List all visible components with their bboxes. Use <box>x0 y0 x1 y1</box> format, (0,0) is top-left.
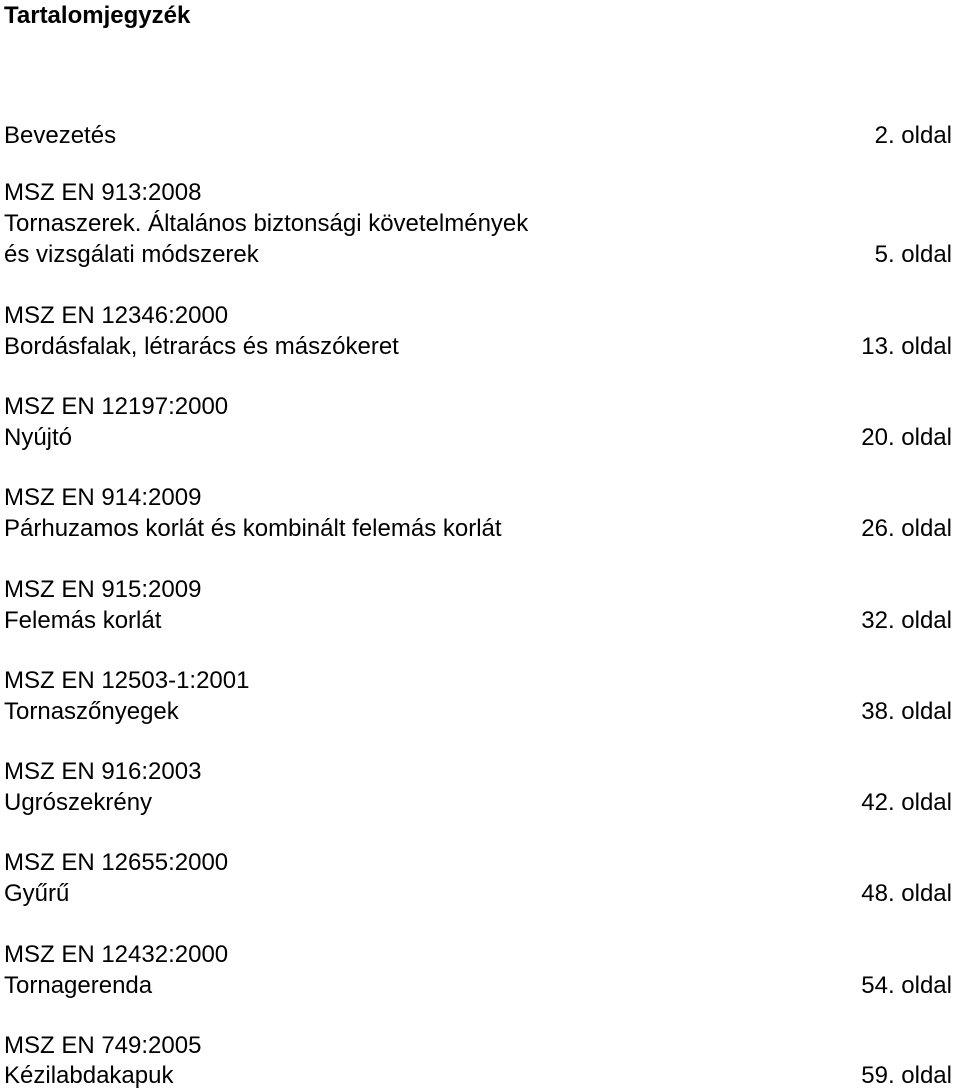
toc-entry-line: Gyűrű <box>4 880 70 907</box>
toc-entry-line: Nyújtó <box>4 424 73 451</box>
toc-entry-line: és vizsgálati módszerek <box>4 241 259 268</box>
toc-entry-line: Kézilabdakapuk <box>4 1062 174 1089</box>
toc-entry-line: Tornagerenda <box>4 972 153 999</box>
toc-entry-line: MSZ EN 12346:2000 <box>4 302 229 329</box>
toc-entry-line: MSZ EN 12503-1:2001 <box>4 667 250 694</box>
toc-entry-line: MSZ EN 914:2009 <box>4 484 202 511</box>
toc-page-number: 26. oldal <box>861 515 952 542</box>
toc-entry-line: MSZ EN 749:2005 <box>4 1032 202 1059</box>
toc-entry-line: Bevezetés <box>4 122 117 149</box>
toc-entry-line: Tornaszőnyegek <box>4 698 179 725</box>
toc-entry-line: MSZ EN 916:2003 <box>4 758 202 785</box>
toc-title: Tartalomjegyzék <box>4 2 191 29</box>
toc-entry-line: MSZ EN 915:2009 <box>4 576 202 603</box>
toc-entry-line: MSZ EN 913:2008 <box>4 179 202 206</box>
toc-page-number: 32. oldal <box>861 607 952 634</box>
toc-page-number: 54. oldal <box>861 972 952 999</box>
toc-page-number: 5. oldal <box>874 241 952 268</box>
toc-entry-line: MSZ EN 12432:2000 <box>4 941 229 968</box>
toc-page-number: 20. oldal <box>861 424 952 451</box>
toc-entry-line: MSZ EN 12655:2000 <box>4 849 229 876</box>
toc-page-number: 13. oldal <box>861 333 952 360</box>
toc-page-number: 38. oldal <box>861 698 952 725</box>
toc-entry-line: Párhuzamos korlát és kombinált felemás korlát <box>4 515 502 542</box>
toc-entry-line: Bordásfalak, létrarács és mászókeret <box>4 333 399 360</box>
toc-page-number: 2. oldal <box>874 122 952 149</box>
toc-page-number: 42. oldal <box>861 789 952 816</box>
toc-page-number: 59. oldal <box>861 1062 952 1089</box>
toc-entry-line: MSZ EN 12197:2000 <box>4 393 229 420</box>
toc-entry-line: Tornaszerek. Általános biztonsági követelmények <box>4 210 529 237</box>
toc-entry-line: Ugrószekrény <box>4 789 153 816</box>
toc-entry-line: Felemás korlát <box>4 607 162 634</box>
toc-page-number: 48. oldal <box>861 880 952 907</box>
